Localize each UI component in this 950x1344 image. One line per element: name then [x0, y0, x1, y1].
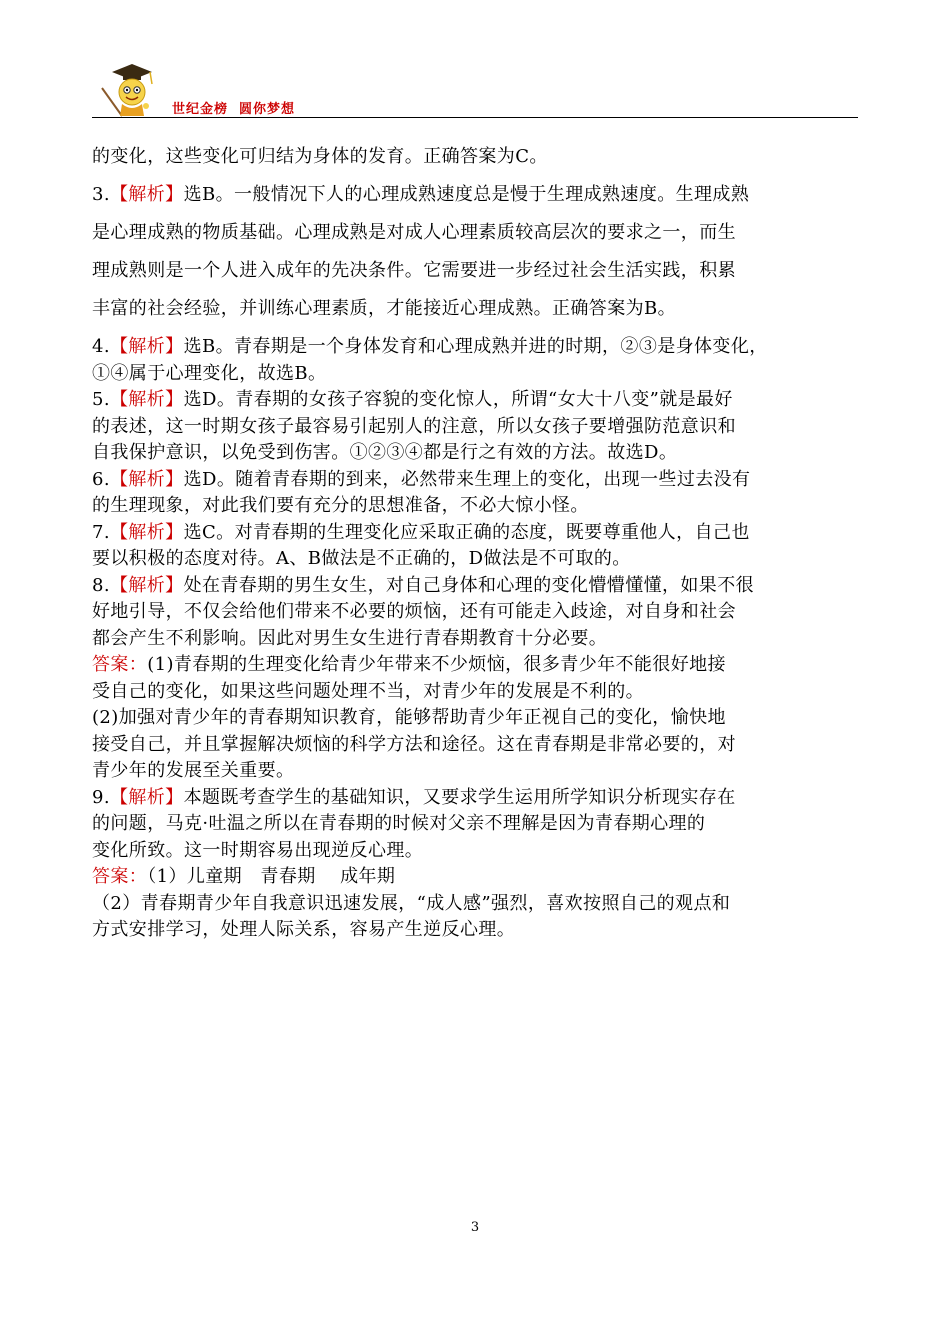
- text-segment: 自我保护意识，以免受到伤害。①②③④都是行之有效的方法。故选D。: [92, 442, 678, 463]
- text-segment: 变化所致。这一时期容易出现逆反心理。: [92, 839, 424, 861]
- answer-label: 答案：: [92, 654, 148, 675]
- text-line: [92, 361, 862, 388]
- text-line: [92, 520, 862, 547]
- analysis-tag: 【解析】: [109, 786, 184, 808]
- text-segment: 7.: [92, 521, 110, 543]
- text-segment: 8.: [92, 574, 110, 596]
- text-line: [92, 652, 862, 679]
- text-segment: 方式安排学习，处理人际关系，容易产生逆反心理。: [92, 919, 516, 940]
- text-segment: 选C。对青春期的生理变化应采取正确的态度，既要尊重他人，自己也: [183, 521, 750, 543]
- text-line: [92, 864, 862, 891]
- text-line: [92, 467, 862, 494]
- text-segment: (2)加强对青少年的青春期知识教育，能够帮助青少年正视自己的变化，愉快地: [92, 707, 726, 728]
- paragraph: [92, 334, 862, 944]
- text-segment: 选B。一般情况下人的心理成熟速度总是慢于生理成熟速度。生理成熟: [183, 184, 750, 205]
- text-segment: 是心理成熟的物质基础。心理成熟是对成人心理素质较高层次的要求之一，而生: [92, 222, 736, 243]
- text-segment: ①④属于心理变化，故选B。: [92, 362, 327, 384]
- paragraph: [92, 176, 862, 328]
- text-line: [92, 176, 862, 214]
- text-segment: 接受自己，并且掌握解决烦恼的科学方法和途径。这在青春期是非常必要的，对: [92, 733, 736, 755]
- text-segment: 的表述，这一时期女孩子最容易引起别人的注意，所以女孩子要增强防范意识和: [92, 415, 736, 437]
- text-segment: (1)青春期的生理变化给青少年带来不少烦恼，很多青少年不能很好地接: [147, 654, 726, 675]
- answer-label: 答案：: [92, 866, 148, 887]
- text-line: [92, 414, 862, 441]
- analysis-tag: 【解析】: [109, 336, 184, 357]
- text-line: [92, 334, 862, 361]
- text-segment: （1）儿童期 青春期 成年期: [147, 866, 396, 887]
- text-line: [92, 440, 862, 467]
- text-line: [92, 917, 862, 944]
- text-segment: 选B。青春期是一个身体发育和心理成熟并进的时期，②③是身体变化，: [183, 336, 768, 357]
- text-segment: 要以积极的态度对待。A、B做法是不正确的，D做法是不可取的。: [92, 548, 631, 569]
- text-line: [92, 891, 862, 918]
- text-segment: 选D。青春期的女孩子容貌的变化惊人，所谓“女大十八变”就是最好: [183, 389, 733, 410]
- text-segment: 理成熟则是一个人进入成年的先决条件。它需要进一步经过社会生活实践，积累: [92, 260, 736, 281]
- text-segment: 6.: [92, 468, 110, 490]
- text-segment: 青少年的发展至关重要。: [92, 760, 295, 781]
- page-header: [92, 60, 858, 120]
- text-line: [92, 599, 862, 626]
- text-line: [92, 252, 862, 290]
- text-segment: 的生理现象，对此我们要有充分的思想准备，不必大惊小怪。: [92, 495, 589, 516]
- paragraph: [92, 138, 862, 176]
- text-segment: 9.: [92, 786, 110, 808]
- analysis-tag: 【解析】: [109, 468, 184, 490]
- text-line: [92, 679, 862, 706]
- header-slogan: 世纪金榜 圆你梦想: [172, 102, 296, 117]
- analysis-tag: 【解析】: [109, 521, 184, 543]
- text-segment: 的问题，马克·吐温之所以在青春期的时候对父亲不理解是因为青春期心理的: [92, 813, 706, 834]
- text-line: [92, 493, 862, 520]
- text-segment: 选D。随着青春期的到来，必然带来生理上的变化，出现一些过去没有: [183, 468, 751, 490]
- text-segment: （2）青春期青少年自我意识迅速发展，“成人感”强烈，喜欢按照自己的观点和: [92, 892, 731, 914]
- text-segment: 的变化，这些变化可归结为身体的发育。正确答案为C。: [92, 146, 548, 167]
- text-line: [92, 546, 862, 573]
- text-line: [92, 705, 862, 732]
- text-line: [92, 138, 862, 176]
- text-line: [92, 785, 862, 812]
- text-segment: 都会产生不利影响。因此对男生女生进行青春期教育十分必要。: [92, 627, 608, 649]
- text-segment: 5.: [92, 389, 110, 410]
- document-body: [92, 138, 862, 944]
- text-line: [92, 838, 862, 865]
- text-segment: 处在青春期的男生女生，对自己身体和心理的变化懵懵懂懂，如果不很: [183, 574, 754, 596]
- analysis-tag: 【解析】: [109, 184, 184, 205]
- text-line: [92, 387, 862, 414]
- text-line: [92, 290, 862, 328]
- text-segment: 4.: [92, 336, 110, 357]
- analysis-tag: 【解析】: [109, 389, 184, 410]
- page-number: 3: [470, 1220, 480, 1235]
- text-line: [92, 732, 862, 759]
- analysis-tag: 【解析】: [109, 574, 184, 596]
- header-divider: [92, 117, 858, 118]
- text-segment: 好地引导，不仅会给他们带来不必要的烦恼，还有可能走入歧途，对自身和社会: [92, 601, 736, 622]
- text-line: [92, 573, 862, 600]
- text-line: [92, 214, 862, 252]
- text-line: [92, 626, 862, 653]
- text-line: [92, 811, 862, 838]
- text-line: [92, 758, 862, 785]
- text-segment: 本题既考查学生的基础知识，又要求学生运用所学知识分析现实存在: [183, 786, 736, 808]
- text-segment: 丰富的社会经验，并训练心理素质，才能接近心理成熟。正确答案为B。: [92, 298, 677, 319]
- text-segment: 受自己的变化，如果这些问题处理不当，对青少年的发展是不利的。: [92, 680, 644, 702]
- text-segment: 3.: [92, 184, 110, 205]
- scholar-cartoon-icon: [100, 60, 162, 120]
